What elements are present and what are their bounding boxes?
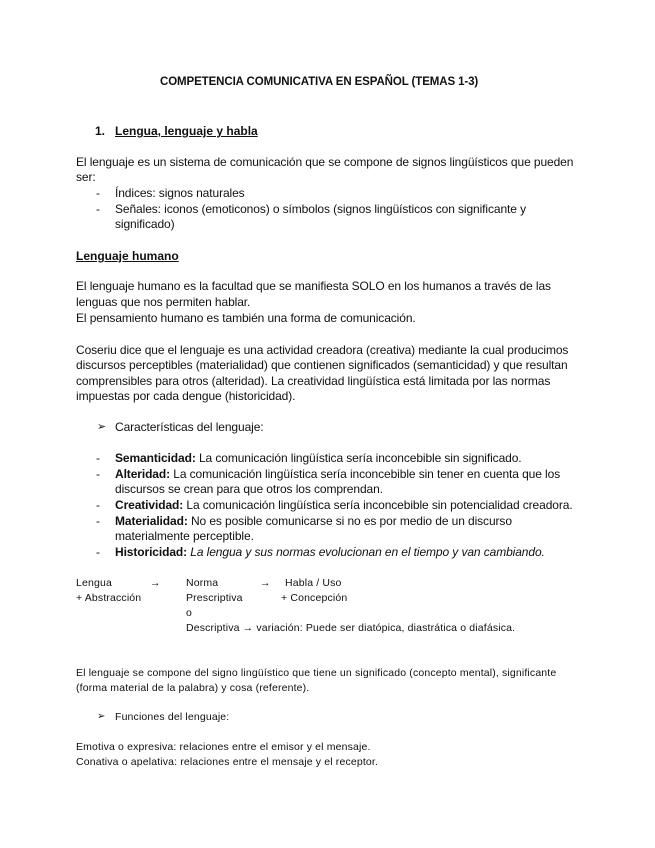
characteristic-term: Creatividad:	[115, 498, 184, 512]
characteristic-continuation: materialmente perceptible.	[115, 529, 254, 543]
paragraph-line: El pensamiento humano es también una forma de comunicación.	[76, 311, 416, 325]
characteristic-term: Materialidad:	[115, 514, 188, 528]
scheme-abstraccion: + Abstracción	[76, 592, 142, 604]
arrow-bullet-icon: ➢	[97, 711, 106, 722]
scheme-habla: Habla / Uso	[285, 577, 342, 589]
list-item: Señales: iconos (emoticonos) o símbolos (signos lingüísticos con significante y	[115, 202, 526, 216]
dash-bullet: -	[96, 451, 100, 465]
paragraph-line: discursos perceptibles (materialidad) que contienen significados (semanticidad) y que resultan	[76, 358, 568, 372]
scheme-arrow: →	[260, 577, 271, 589]
dash-bullet: -	[96, 514, 100, 528]
subheading-lenguaje-humano: Lenguaje humano	[76, 249, 179, 263]
characteristic-term: Semanticidad:	[115, 451, 196, 465]
dash-bullet: -	[96, 186, 100, 200]
list-item-continuation: significado)	[115, 217, 175, 231]
characteristic-item	[115, 545, 545, 559]
scheme-prescriptiva: Prescriptiva	[186, 592, 243, 604]
paragraph-line: El lenguaje se compone del signo lingüístico que tiene un significado (concepto mental), significante	[76, 667, 557, 679]
characteristic-text: La comunicación lingüística sería inconcebible sin significado.	[195, 451, 522, 465]
characteristic-text: No es posible comunicarse si no es por medio de un discurso	[187, 514, 512, 528]
characteristic-text: La lengua y sus normas evolucionan en el tiempo y van cambiando.	[190, 545, 545, 559]
scheme-concepcion: + Concepción	[281, 592, 348, 604]
scheme-norma: Norma	[186, 577, 219, 589]
characteristic-term: Alteridad:	[115, 467, 171, 481]
function-line: Emotiva o expresiva: relaciones entre el emisor y el mensaje.	[76, 741, 371, 753]
paragraph-line: impuestas por cada dengue (historicidad).	[76, 389, 296, 403]
characteristic-text: La comunicación lingüística sería inconcebible sin potencialidad creadora.	[183, 498, 573, 512]
list-label: Características del lenguaje:	[115, 420, 264, 434]
dash-bullet: -	[96, 498, 100, 512]
list-item: Índices: signos naturales	[115, 186, 245, 200]
paragraph-line: El lenguaje es un sistema de comunicación que se compone de signos lingüísticos que pueden	[76, 155, 574, 169]
section-heading: Lengua, lenguaje y habla	[115, 124, 258, 138]
dash-bullet: -	[96, 467, 100, 481]
dash-bullet: -	[96, 545, 100, 559]
arrow-bullet-icon: ➢	[97, 421, 107, 433]
section-number: 1.	[95, 124, 105, 138]
characteristic-continuation: discursos se crean para que otros los comprendan.	[115, 482, 383, 496]
characteristic-term: Historicidad:	[115, 545, 188, 559]
document-title: COMPETENCIA COMUNICATIVA EN ESPAÑOL (TEMAS 1-3)	[160, 76, 479, 88]
function-line: Conativa o apelativa: relaciones entre el mensaje y el receptor.	[76, 756, 379, 768]
scheme-arrow: →	[150, 577, 161, 589]
paragraph-line: ser:	[76, 170, 96, 184]
paragraph-line: lenguas que nos permiten hablar.	[76, 295, 251, 309]
characteristic-item	[115, 514, 512, 528]
characteristic-text: La comunicación lingüística sería inconcebible sin tener en cuenta que los	[170, 467, 561, 481]
list-label: Funciones del lenguaje:	[115, 711, 230, 723]
characteristic-item	[115, 451, 522, 465]
paragraph-line: El lenguaje humano es la facultad que se manifiesta SOLO en los humanos a través de las	[76, 279, 551, 293]
paragraph-line: Coseriu dice que el lenguaje es una actividad creadora (creativa) mediante la cual producimos	[76, 343, 569, 357]
paragraph-line: comprensibles para otros (alteridad). La creatividad lingüística está limitada por las normas	[76, 374, 551, 388]
characteristic-item	[115, 498, 573, 512]
scheme-descriptiva: Descriptiva → variación: Puede ser diatópica, diastrática o diafásica.	[186, 622, 516, 634]
scheme-lengua: Lengua	[76, 577, 112, 589]
scheme-o: o	[186, 607, 192, 619]
characteristic-item	[115, 467, 560, 481]
dash-bullet: -	[96, 202, 100, 216]
paragraph-line: (forma material de la palabra) y cosa (referente).	[76, 682, 310, 694]
